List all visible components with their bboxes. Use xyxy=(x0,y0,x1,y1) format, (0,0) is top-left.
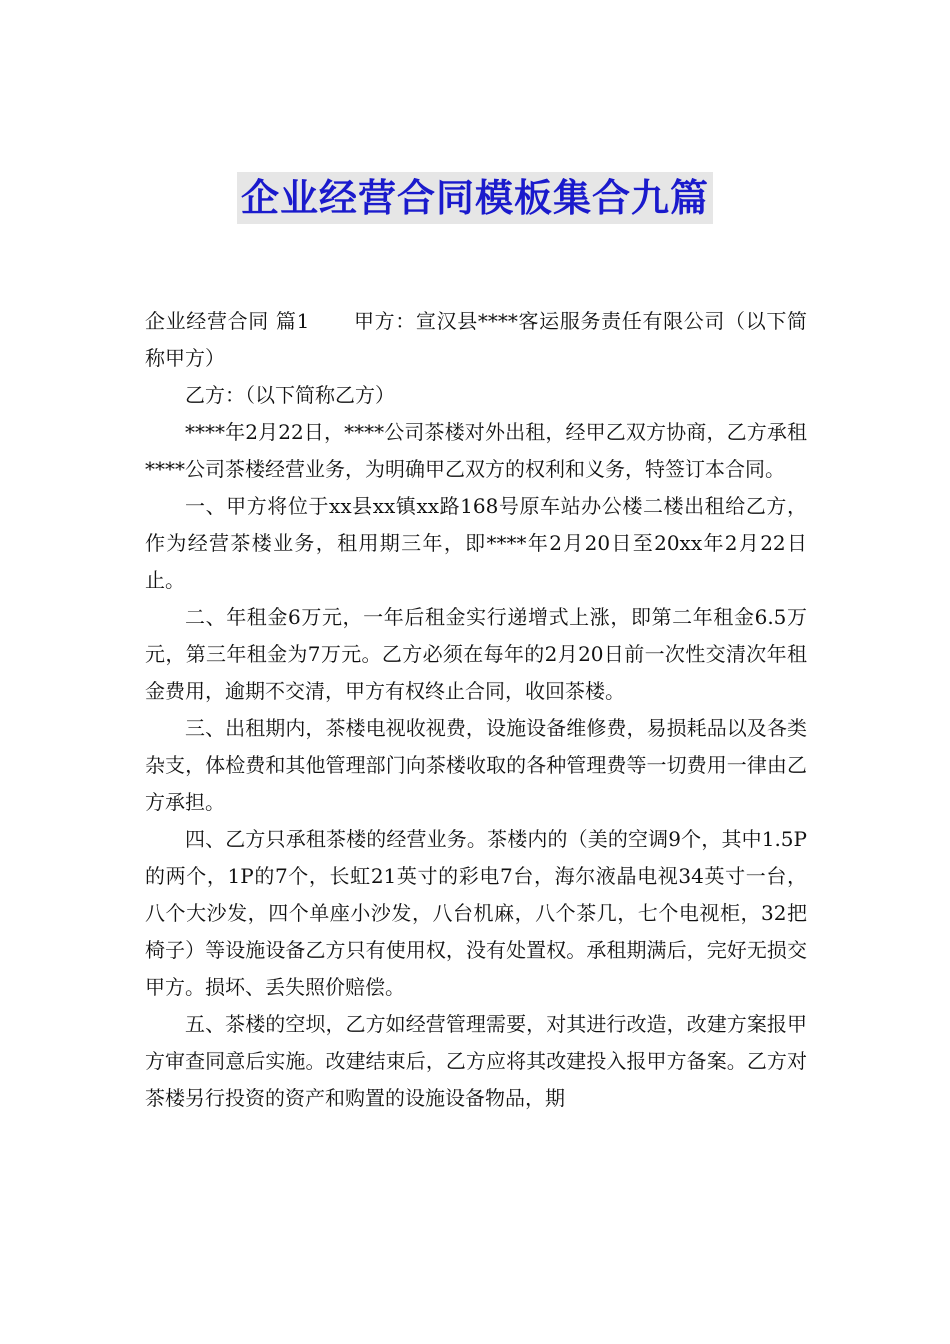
paragraph-party-a xyxy=(145,303,807,377)
paragraph-preamble: ****年2月22日，****公司茶楼对外出租，经甲乙双方协商，乙方承租****公司茶楼经营业务，为明确甲乙双方的权利和义务，特签订本合同。 xyxy=(145,420,807,481)
document-title: 企业经营合同模板集合九篇 xyxy=(237,172,713,224)
paragraph-party-b: 乙方：（以下简称乙方） xyxy=(185,383,395,407)
document-body xyxy=(145,303,807,1117)
paragraph-clause-1: 一、甲方将位于xx县xx镇xx路168号原车站办公楼二楼出租给乙方，作为经营茶楼业务，租用期三年，即****年2月20日至20xx年2月22日止。 xyxy=(145,494,807,592)
paragraph-clause-4: 四、乙方只承租茶楼的经营业务。茶楼内的（美的空调9个，其中1.5P的两个，1P的7个，长虹21英寸的彩电7台，海尔液晶电视34英寸一台，八个大沙发，四个单座小沙发，八台机麻，八个茶几，七个电视柜，32把椅子）等设施设备乙方只有使用权，没有处置权。承租期满后，完好无损交甲方。损坏、丢失照价赔偿。 xyxy=(145,827,807,999)
title-area xyxy=(0,172,950,224)
section-heading: 企业经营合同 篇1 xyxy=(145,309,310,333)
paragraph-clause-3: 三、出租期内，茶楼电视收视费，设施设备维修费，易损耗品以及各类杂支，体检费和其他管理部门向茶楼收取的各种管理费等一切费用一律由乙方承担。 xyxy=(145,716,807,814)
party-a-text: 甲方：宣汉县****客运服务责任有限公司（以下简称甲方） xyxy=(145,309,808,370)
paragraph-clause-5: 五、茶楼的空坝，乙方如经营管理需要，对其进行改造，改建方案报甲方审查同意后实施。改建结束后，乙方应将其改建投入报甲方备案。乙方对茶楼另行投资的资产和购置的设施设备物品，期 xyxy=(145,1012,807,1110)
paragraph-clause-2: 二、年租金6万元，一年后租金实行递增式上涨，即第二年租金6.5万元，第三年租金为7万元。乙方必须在每年的2月20日前一次性交清次年租金费用，逾期不交清，甲方有权终止合同，收回茶楼。 xyxy=(145,605,807,703)
